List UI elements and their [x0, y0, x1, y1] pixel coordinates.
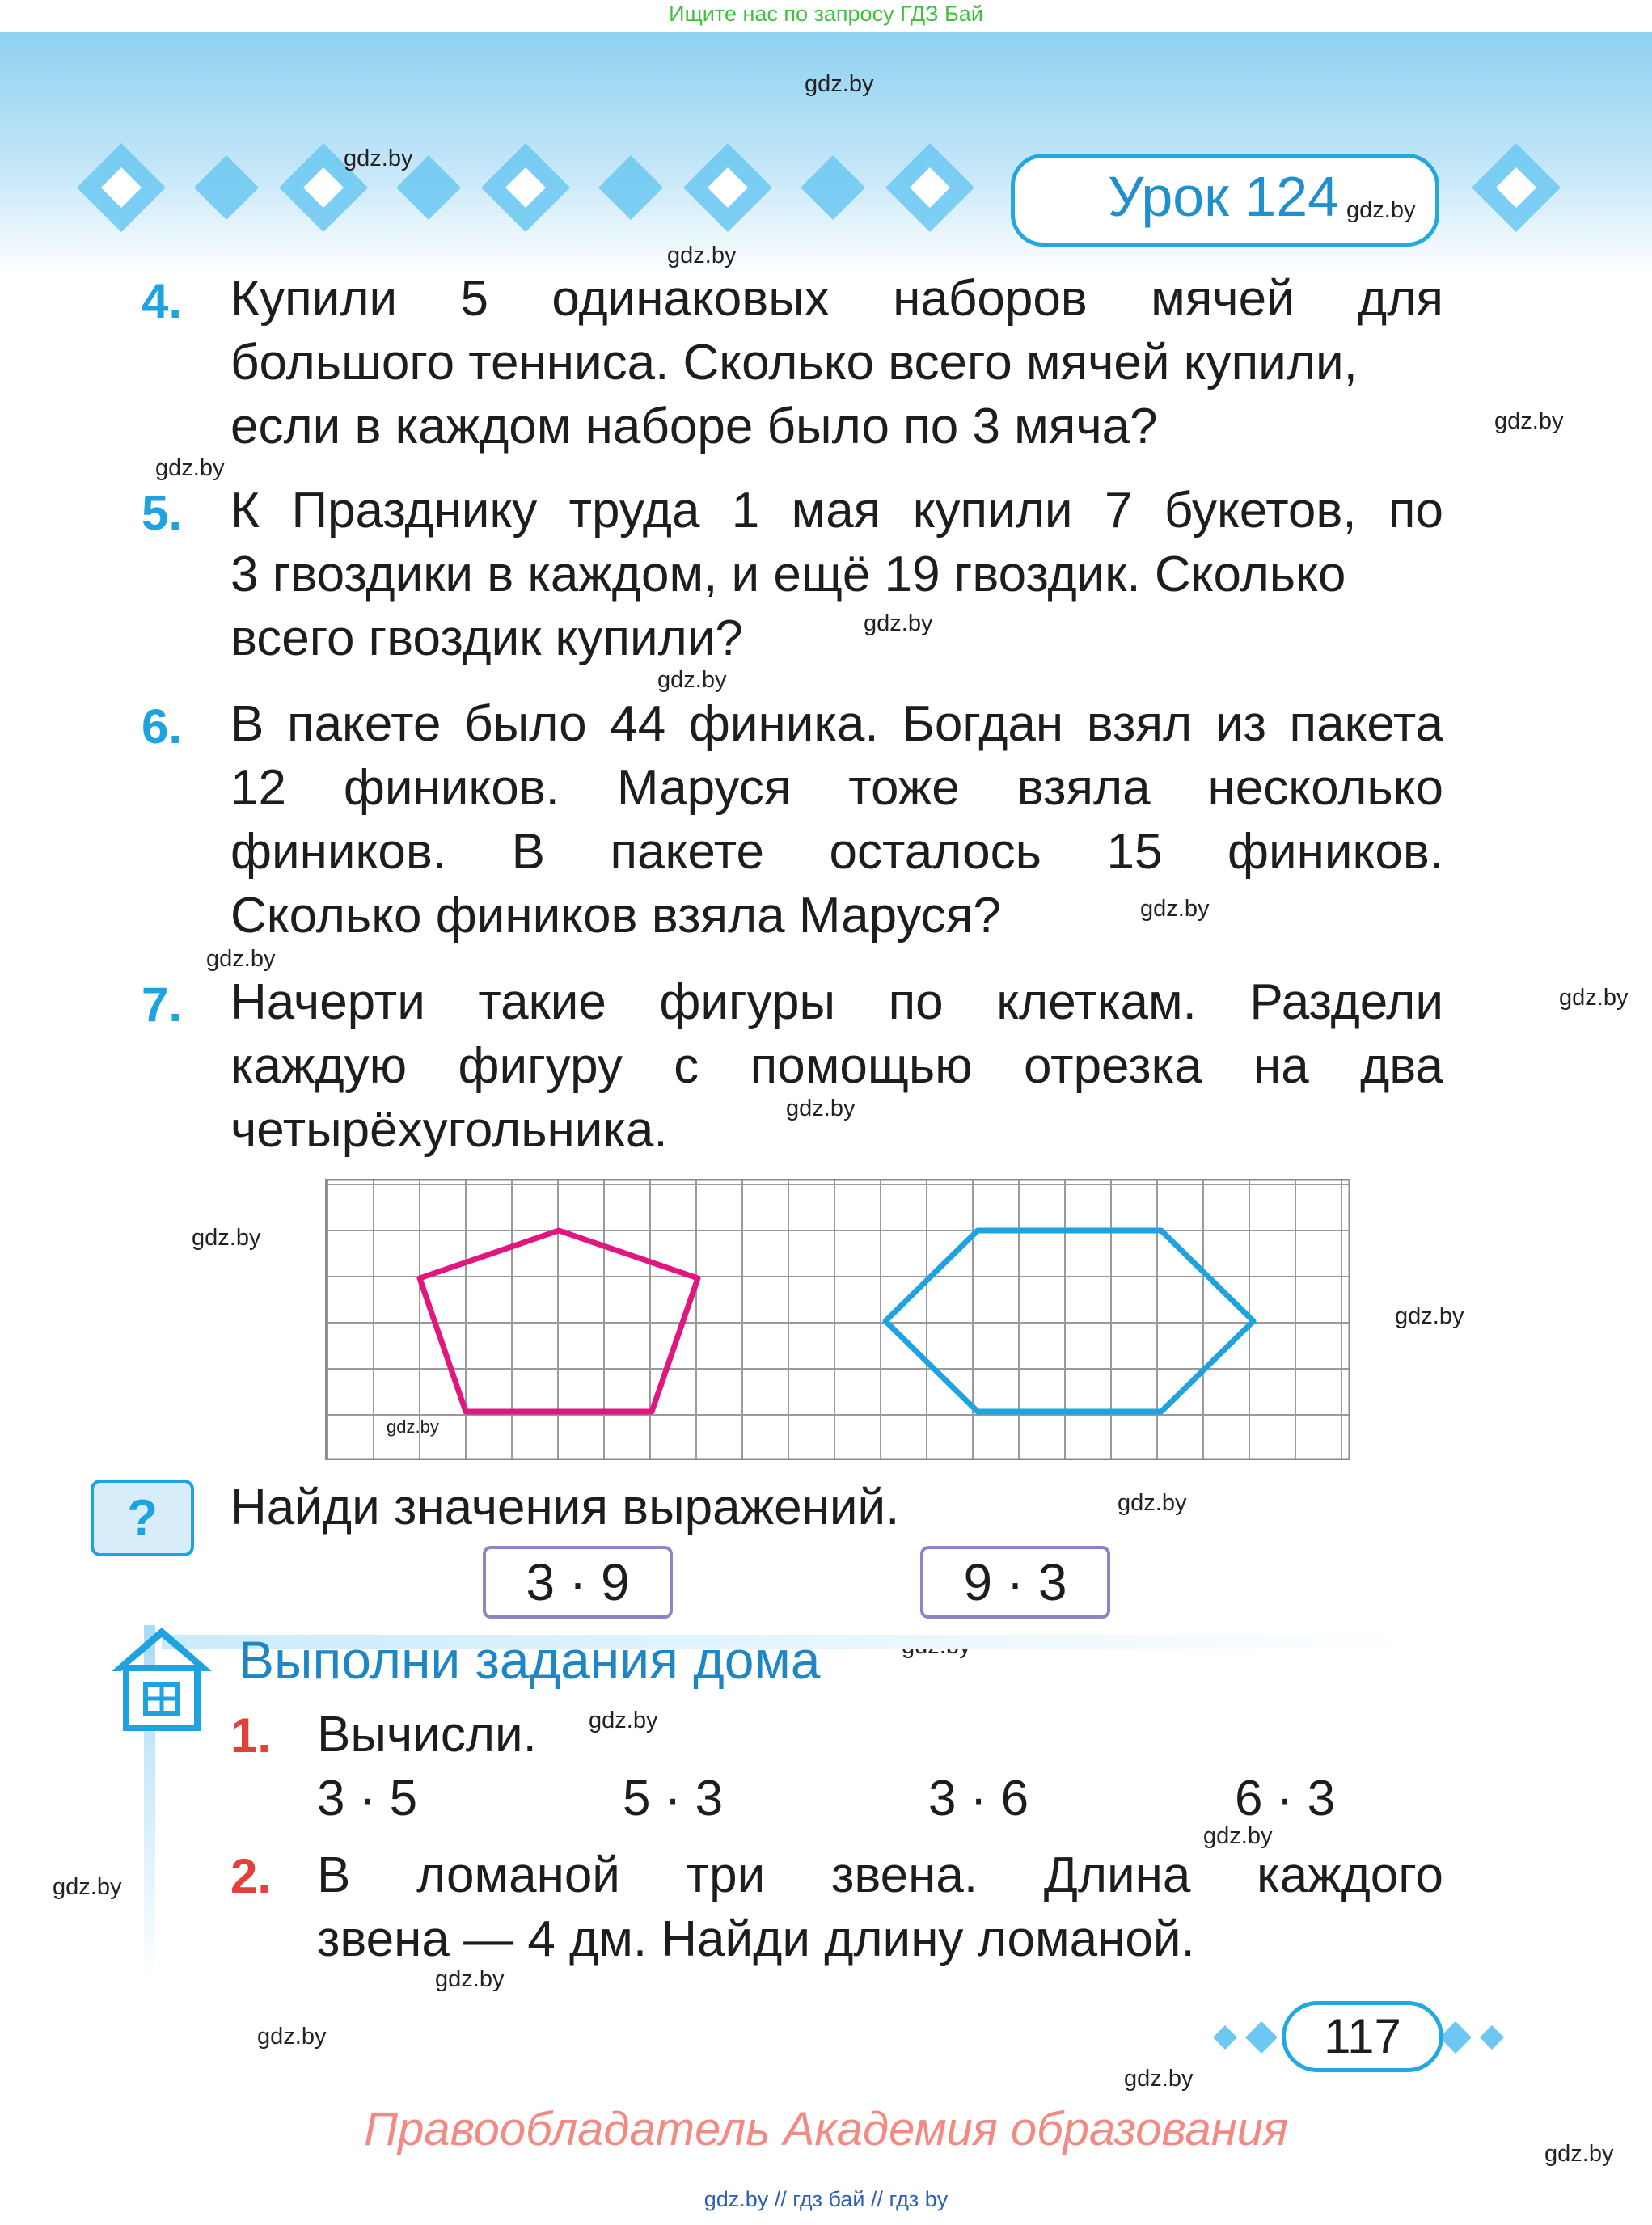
task-line: 12 фиников. Маруся тоже взяла несколько: [230, 760, 1443, 816]
watermark: gdz.by: [864, 610, 933, 636]
task-number: 6.: [142, 699, 183, 754]
watermark: gdz.by: [1346, 197, 1416, 223]
top-note: Ищите нас по запросу ГДЗ Бай: [669, 2, 983, 26]
watermark: gdz.by: [1203, 1823, 1273, 1849]
lesson-title: Урок 124: [1108, 165, 1340, 228]
hexagon-figure: [885, 1231, 1253, 1412]
homework-expression: 6 · 3: [1235, 1771, 1336, 1826]
task-number: 4.: [142, 274, 183, 328]
house-icon: [105, 1621, 218, 1734]
expression-box: 3 · 9: [483, 1546, 673, 1619]
snowflake-ornament-icon: [1468, 139, 1565, 236]
homework-number: 2.: [230, 1849, 272, 1903]
task-line: если в каждом наборе было по 3 мяча?: [230, 399, 1158, 454]
ornament-border: [73, 139, 978, 236]
task-line: каждую фигуру с помощью отрезка на два: [230, 1038, 1443, 1094]
watermark: gdz.by: [1559, 985, 1629, 1011]
watermark: gdz.by: [1544, 2141, 1614, 2167]
watermark: gdz.by: [206, 946, 276, 972]
watermark: gdz.by: [805, 71, 874, 97]
task-line: В пакете было 44 финика. Богдан взял из пакета: [230, 696, 1443, 752]
watermark: gdz.by: [1124, 2066, 1194, 2092]
task-line: четырёхугольника.: [230, 1102, 668, 1158]
homework-title: Выполни задания дома: [239, 1630, 821, 1690]
task-line: В ломаной три звена. Длина каждого: [317, 1847, 1443, 1903]
watermark: gdz.by: [1494, 408, 1564, 434]
task-7-text: [230, 970, 1443, 1162]
homework-expression: 3 · 6: [928, 1771, 1029, 1826]
watermark: gdz.by: [387, 1416, 439, 1437]
task-line: фиников. В пакете осталось 15 фиников.: [230, 824, 1443, 880]
task-number: 5.: [142, 486, 183, 540]
question-icon: ?: [91, 1480, 194, 1556]
figures-grid: [325, 1179, 1350, 1460]
watermark: gdz.by: [786, 1096, 856, 1121]
watermark: gdz.by: [257, 2024, 327, 2050]
watermark: gdz.by: [1395, 1303, 1464, 1329]
task-4-text: [230, 267, 1443, 458]
watermark: gdz.by: [657, 667, 727, 693]
task-line: Сколько фиников взяла Маруся?: [230, 888, 1001, 944]
task-line: К Празднику труда 1 мая купили 7 букетов, по: [230, 483, 1443, 538]
task-line: звена — 4 дм. Найди длину ломаной.: [317, 1911, 1195, 1967]
task-6-text: [230, 692, 1443, 948]
homework-number: 1.: [230, 1708, 272, 1763]
copyright-text: Правообладатель Академия образования: [364, 2103, 1288, 2155]
footer-links: gdz.by // гдз бай // гдз by: [703, 2187, 949, 2211]
question-text: Найди значения выражений.: [230, 1480, 900, 1535]
task-line: Начерти такие фигуры по клеткам. Раздели: [230, 974, 1443, 1030]
homework-expression: 5 · 3: [623, 1771, 724, 1826]
watermark: gdz.by: [667, 243, 737, 268]
task-5-text: [230, 479, 1443, 670]
task-line: всего гвоздик купили?: [230, 610, 743, 666]
watermark: gdz.by: [192, 1225, 261, 1251]
task-line: 3 гвоздики в каждом, и ещё 19 гвоздик. Сколько: [230, 547, 1346, 602]
task-line: большого тенниса. Сколько всего мячей купили,: [230, 335, 1358, 391]
task-number: 7.: [142, 977, 183, 1032]
watermark: gdz.by: [1118, 1490, 1187, 1516]
watermark: gdz.by: [155, 455, 225, 481]
task-line: Купили 5 одинаковых наборов мячей для: [230, 271, 1443, 327]
watermark: gdz.by: [53, 1874, 122, 1900]
watermark: gdz.by: [1140, 896, 1210, 922]
expression-box: 9 · 3: [920, 1546, 1110, 1619]
watermark: gdz.by: [589, 1708, 658, 1733]
watermark: gdz.by: [435, 1966, 505, 1992]
homework-2-text: [317, 1843, 1443, 1971]
homework-1-text: Вычисли.: [317, 1707, 537, 1763]
homework-expression: 3 · 5: [317, 1771, 418, 1826]
page-number: 117: [1282, 2001, 1443, 2072]
watermark: gdz.by: [344, 146, 413, 171]
